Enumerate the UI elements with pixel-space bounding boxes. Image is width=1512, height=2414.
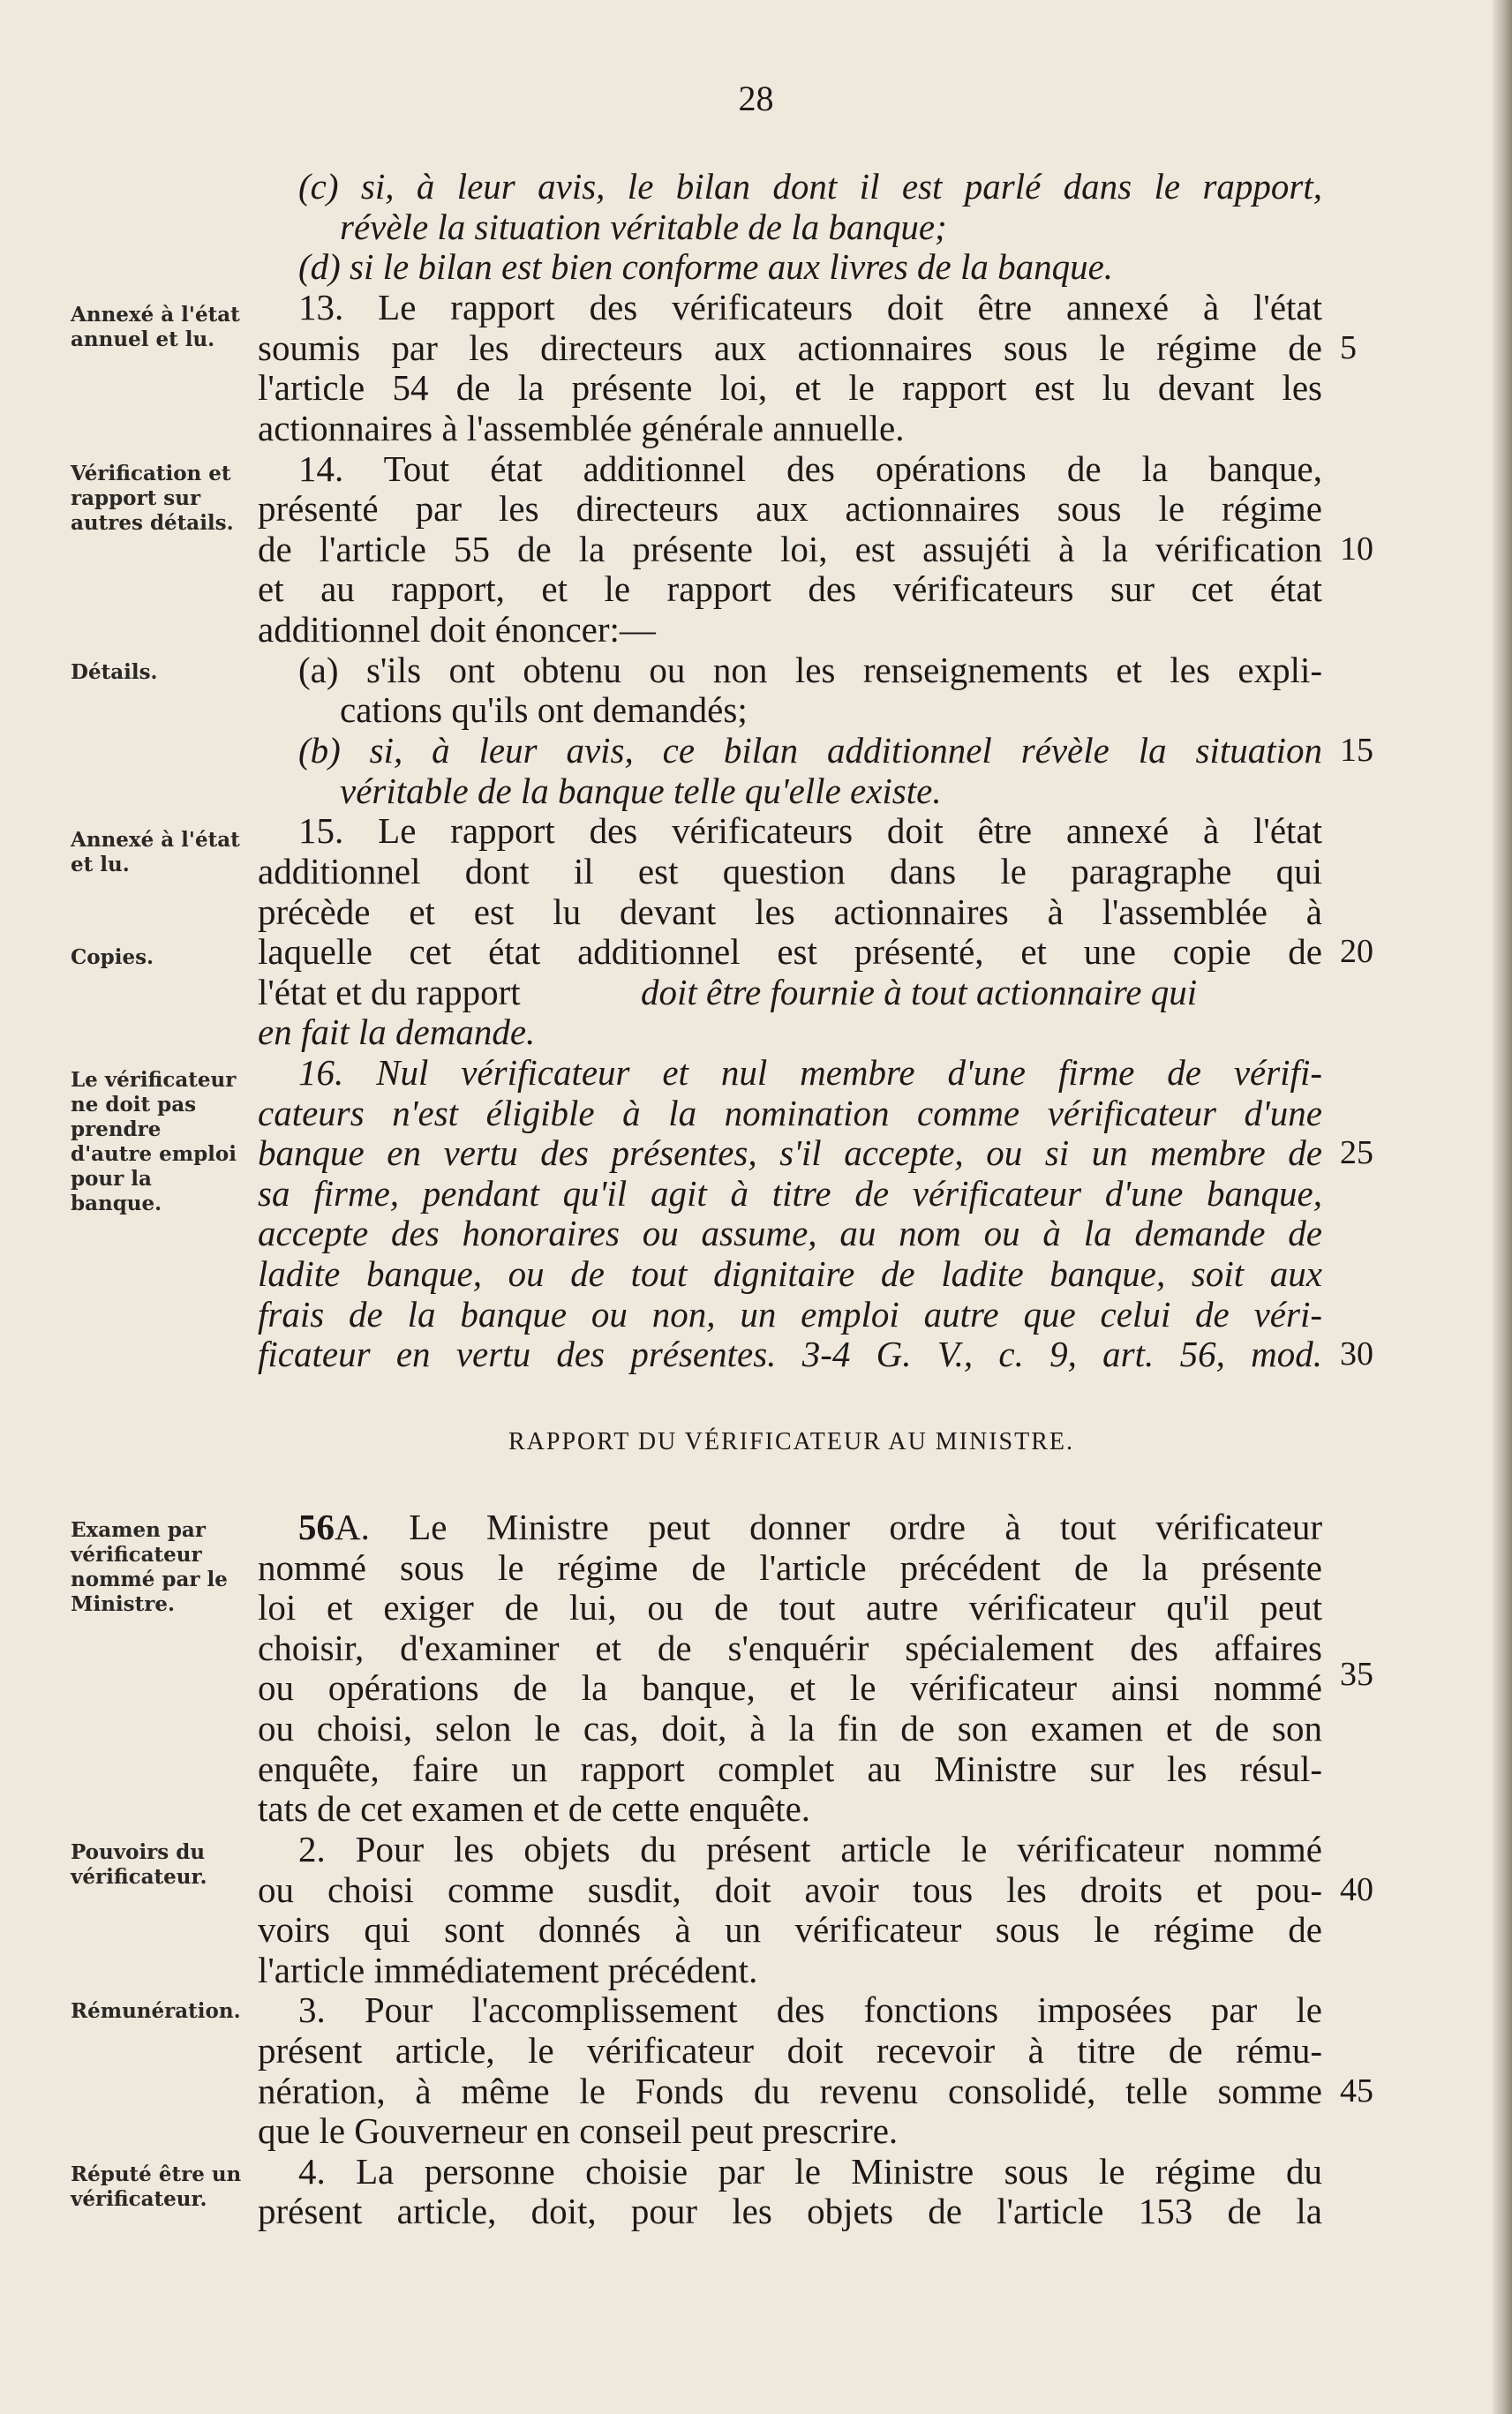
body-line: l'état et du rapport [258,972,521,1012]
line-number: 25 [1340,1134,1373,1171]
section-56a-first-line [298,1507,1322,1547]
body-line: 4. La personne choisie par le Ministre sous le régime du [298,2151,1322,2192]
body-line: ou opérations de la banque, et le vérificateur ainsi nommé [258,1667,1322,1708]
section-suffix: A [335,1507,361,1547]
page-number: 28 [738,79,774,118]
body-line: nommé sous le régime de l'article précédent de la présente [258,1547,1322,1588]
body-line: choisir, d'examiner et de s'enquérir spécialement des affaires [258,1628,1322,1668]
margin-note: Annexé à l'état annuel et lu. [71,303,240,351]
body-line: (d) si le bilan est bien conforme aux livres de la banque. [298,246,1114,287]
body-line: additionnel dont il est question dans le paragraphe qui [258,851,1322,891]
body-line: frais de la banque ou non, un emploi autre que celui de véri- [258,1294,1322,1335]
body-line: de l'article 55 de la présente loi, est assujéti à la vérification [258,529,1322,569]
body-line: accepte des honoraires ou assume, au nom ou à la demande de [258,1213,1322,1253]
line-number: 10 [1340,530,1373,568]
body-line: l'article immédiatement précédent. [258,1950,758,1990]
body-line: ou choisi comme susdit, doit avoir tous les droits et pou- [258,1869,1322,1910]
line-number: 35 [1340,1656,1373,1693]
body-line: 13. Le rapport des vérificateurs doit être annexé à l'état [298,287,1322,327]
body-line: actionnaires à l'assemblée générale annuelle. [258,408,905,448]
body-line: (a) s'ils ont obtenu ou non les renseignements et les expli- [298,650,1322,690]
body-line: ladite banque, ou de tout dignitaire de ladite banque, soit aux [258,1253,1322,1294]
body-line: cations qu'ils ont demandés; [340,689,748,730]
margin-note: Copies. [71,945,154,969]
body-line: en fait la demande. [258,1011,536,1052]
body-line: précède et est lu devant les actionnaires à l'assemblée à [258,891,1322,932]
body-line: que le Gouverneur en conseil peut prescrire. [258,2110,899,2151]
margin-note: Pouvoirs du vérificateur. [71,1840,207,1889]
body-line: ficateur en vertu des présentes. 3-4 G. V., c. 9, art. 56, mod. [258,1334,1322,1374]
body-line: 2. Pour les objets du présent article le vérificateur nommé [298,1829,1322,1869]
body-line: soumis par les directeurs aux actionnaires sous le régime de [258,327,1322,368]
margin-note: Le vérificateur ne doit pas prendre d'autre emploi pour la banque. [71,1068,237,1215]
margin-note: Réputé être un vérificateur. [71,2162,242,2211]
section-heading: RAPPORT DU VÉRIFICATEUR AU MINISTRE. [508,1428,1075,1455]
body-line: enquête, faire un rapport complet au Ministre sur les résul- [258,1748,1322,1789]
body-line: ou choisi, selon le cas, doit, à la fin de son examen et de son [258,1708,1322,1748]
section-first-line-text: . Le Ministre peut donner ordre à tout vérificateur [360,1507,1322,1547]
body-line: sa firme, pendant qu'il agit à titre de vérificateur d'une banque, [258,1173,1322,1214]
body-line: révèle la situation véritable de la banque; [340,207,947,247]
line-number: 5 [1340,329,1357,366]
section-number: 56 [298,1507,335,1547]
margin-note: Rémunération. [71,1999,241,2023]
margin-note: Détails. [71,660,158,684]
margin-note: Examen par vérificateur nommé par le Ministre. [71,1518,228,1616]
body-line: et au rapport, et le rapport des vérificateurs sur cet état [258,568,1322,609]
body-line: 3. Pour l'accomplissement des fonctions imposées par le [298,1989,1322,2030]
line-number: 20 [1340,933,1373,970]
body-line: nération, à même le Fonds du revenu consolidé, telle somme [258,2071,1322,2111]
body-line: banque en vertu des présentes, s'il accepte, ou si un membre de [258,1132,1322,1173]
body-line: voirs qui sont donnés à un vérificateur sous le régime de [258,1909,1322,1950]
body-line: additionnel doit énoncer:— [258,609,656,650]
body-line: laquelle cet état additionnel est présenté, et une copie de [258,931,1322,972]
margin-note: Vérification et rapport sur autres détails. [71,462,234,535]
body-line: (c) si, à leur avis, le bilan dont il est parlé dans le rapport, [298,166,1322,207]
body-line: véritable de la banque telle qu'elle existe. [340,771,942,811]
body-line: l'article 54 de la présente loi, et le rapport est lu devant les [258,367,1322,408]
line-number: 40 [1340,1871,1373,1908]
body-line: présent article, le vérificateur doit recevoir à titre de rému- [258,2030,1322,2071]
page-edge-shadow [1493,0,1512,2414]
body-line: présent article, doit, pour les objets de l'article 153 de la [258,2191,1322,2231]
body-line: présenté par les directeurs aux actionnaires sous le régime [258,488,1322,529]
margin-note: Annexé à l'état et lu. [71,828,240,876]
line-number: 15 [1340,732,1373,769]
body-line: 15. Le rapport des vérificateurs doit être annexé à l'état [298,810,1322,851]
body-line: 16. Nul vérificateur et nul membre d'une firme de vérifi- [298,1052,1322,1093]
body-line: 14. Tout état additionnel des opérations de la banque, [298,448,1322,489]
body-line: loi et exiger de lui, ou de tout autre vérificateur qu'il peut [258,1587,1322,1628]
body-line: tats de cet examen et de cette enquête. [258,1788,811,1829]
body-line: doit être fournie à tout actionnaire qui [641,972,1198,1012]
line-number: 45 [1340,2072,1373,2109]
body-line: cateurs n'est éligible à la nomination comme vérificateur d'une [258,1093,1322,1133]
body-line: (b) si, à leur avis, ce bilan additionnel révèle la situation [298,730,1322,771]
line-number: 30 [1340,1335,1373,1372]
